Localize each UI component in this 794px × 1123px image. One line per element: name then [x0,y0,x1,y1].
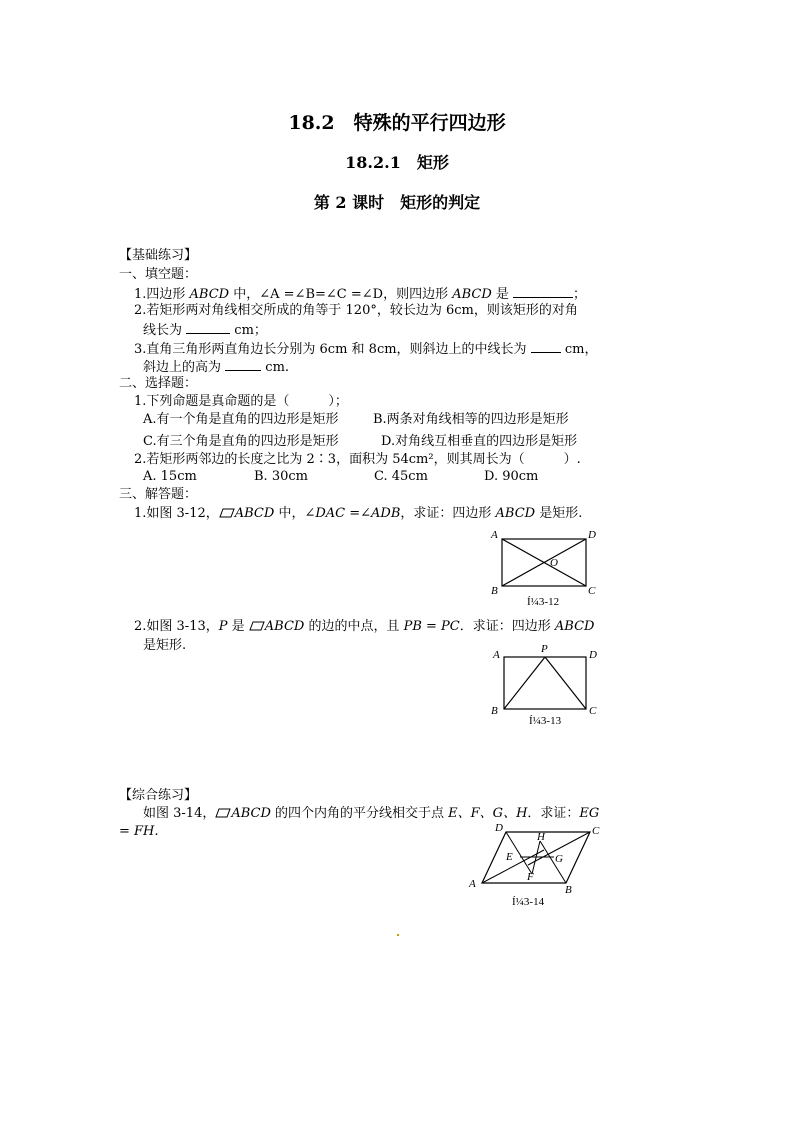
label-c: C [589,705,597,717]
figure-3-13-caption: Í¼3-13 [529,715,562,727]
comp-line1: 如图 3-14， ABCD 的四个内角的平分线相交于点 E、F、G、H．求证：EG [143,806,600,821]
label-e: E [506,851,513,863]
rectangle-abcd [504,657,586,709]
fill-q2-line1: 2.若矩形两对角线相交所成的角等于 120°，较长边为 6cm，则该矩形的对角 [134,303,578,318]
label-d: D [589,649,597,661]
figure-3-12 [488,528,598,598]
fill-q2-line2: 线长为 cm； [143,323,267,338]
choice-heading: 二、选择题： [119,376,198,391]
choice-q1-option-b[interactable]: B.两条对角线相等的四边形是矩形 [373,412,569,427]
label-b: B [491,585,498,597]
answer-blank[interactable] [225,358,261,371]
choice-q2-option-b[interactable]: B. 30cm [254,469,308,484]
choice-q1-option-c[interactable]: C.有三个角是直角的四边形是矩形 [143,434,339,449]
fill-blank-heading: 一、填空题： [119,267,198,282]
fill-q1: 1.四边形 ABCD 中，∠A =∠B=∠C =∠D，则四边形 ABCD 是 ； [134,287,587,302]
choice-q2-stem: 2.若矩形两邻边的长度之比为 2∶3，面积为 54cm²，则其周长为（ ）. [134,452,581,467]
choice-q1-option-a[interactable]: A.有一个角是直角的四边形是矩形 [143,412,339,427]
basic-practice-heading: 【基础练习】 [119,248,198,263]
label-d: D [495,822,503,834]
answer-blank[interactable] [513,285,573,298]
figure-3-13 [488,643,600,715]
comprehensive-practice-heading: 【综合练习】 [119,788,198,803]
answer-blank[interactable] [531,340,561,353]
choice-q1-option-d[interactable]: D.对角线互相垂直的四边形是矩形 [381,434,578,449]
parallelogram-icon [249,619,265,634]
figure-3-14 [466,820,606,898]
segment-pc [545,657,586,709]
label-a: A [493,649,500,661]
parallelogram-icon [219,506,235,521]
answer-blank[interactable] [186,321,230,334]
lesson-title: 第 2 课时 矩形的判定 [313,193,481,212]
page-title: 18.2 特殊的平行四边形 [288,112,506,134]
label-a: A [491,529,498,541]
label-c: C [592,825,600,837]
section-title: 18.2.1 矩形 [345,153,449,172]
label-p: P [541,643,548,655]
solve-q1: 1.如图 3-12， ABCD 中，∠DAC =∠ADB，求证：四边形 ABCD 是矩形. [134,506,583,521]
choice-q2-option-d[interactable]: D. 90cm [484,469,539,484]
label-o: O [550,557,558,569]
figure-3-12-caption: Í¼3-12 [527,596,560,608]
parallelogram-icon [215,806,231,821]
label-c: C [588,585,596,597]
choice-q2-option-a[interactable]: A. 15cm [143,469,197,484]
label-b: B [491,705,498,717]
solve-q2-line1: 2.如图 3-13，P 是 ABCD 的边的中点，且 PB = PC．求证：四边形 ABCD [134,619,595,634]
bisector-a [482,850,544,883]
segment-pb [504,657,545,709]
decorative-dot [397,934,399,936]
label-g: G [555,853,563,865]
solve-heading: 三、解答题： [119,487,198,502]
label-h: H [537,831,545,843]
fill-q3-line1: 3.直角三角形两直角边长分别为 6cm 和 8cm，则斜边上的中线长为 cm， [134,342,598,357]
choice-q1-stem: 1.下列命题是真命题的是（ ）； [134,394,348,409]
label-b: B [565,884,572,896]
solve-q2-line2: 是矩形. [143,638,187,653]
fill-q3-line2: 斜边上的高为 cm. [143,360,290,375]
label-d: D [588,529,596,541]
label-f: F [527,871,534,883]
figure-3-14-caption: Í¼3-14 [512,896,545,908]
choice-q2-option-c[interactable]: C. 45cm [374,469,428,484]
comp-line2: = FH. [119,824,159,839]
label-a: A [469,878,476,890]
